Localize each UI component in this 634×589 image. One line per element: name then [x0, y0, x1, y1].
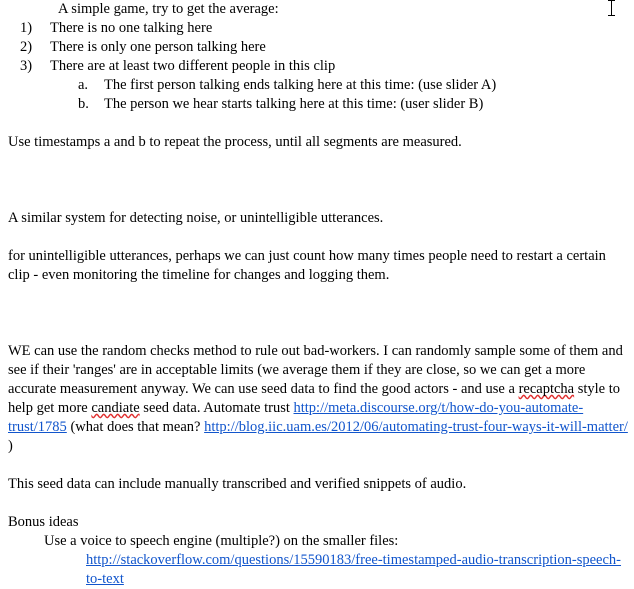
bonus-link-paragraph [86, 551, 628, 589]
random-checks-text-part2: style to help get more [8, 381, 621, 416]
spacer [8, 494, 628, 513]
list-marker: 1) [20, 20, 33, 36]
hyperlink-automate-trust[interactable]: http://meta.discourse.org/t/how-do-you-automate-trust/1785 [8, 400, 584, 435]
random-checks-text-part3: seed data. Automate trust [139, 400, 294, 416]
spacer [8, 456, 628, 475]
timestamps-paragraph: Use timestamps a and b to repeat the process, until all segments are measured. [8, 134, 462, 150]
list-item-text: There are at least two different people in this clip [50, 58, 336, 74]
random-checks-text-part4: (what does that mean? [66, 419, 205, 435]
misspelled-word-candiate: candiate [91, 400, 140, 416]
sub-list-item [78, 95, 628, 114]
spacer [8, 114, 628, 133]
random-checks-text-part1: WE can use the random checks method to rule out bad-workers. I can randomly sample some of them and see if their 'ranges' are in acceptable limits (we average them if they are close, so we can get a more accurate measurement anyway. We can use seed data to find the good actors - and use a [8, 343, 623, 397]
sub-list-item-text: The person we hear starts talking here at this time: (user slider B) [104, 96, 484, 112]
hyperlink-stackoverflow-transcription[interactable]: http://stackoverflow.com/questions/15590183/free-timestamped-audio-transcription-speech-to-text [86, 552, 622, 587]
spacer [8, 285, 628, 342]
random-checks-paragraph [8, 342, 628, 456]
misspelled-word-recaptcha: recaptcha [518, 381, 575, 397]
bonus-idea-item: Use a voice to speech engine (multiple?) on the smaller files: [44, 533, 399, 549]
spacer [8, 228, 628, 247]
list-marker: 2) [20, 39, 33, 55]
intro-paragraph: A simple game, try to get the average: [58, 1, 279, 17]
sub-list-marker: b. [78, 96, 89, 112]
bonus-ideas-heading: Bonus ideas [8, 514, 79, 530]
sub-list-marker: a. [78, 77, 89, 93]
spacer [8, 152, 628, 209]
unintelligible-paragraph: for unintelligible utterances, perhaps we can just count how many times people need to restart a certain clip - even monitoring the timeline for changes and logging them. [8, 248, 606, 283]
random-checks-text-part5: ) [8, 438, 13, 454]
hyperlink-automating-trust-blog[interactable]: http://blog.iic.uam.es/2012/06/automating-trust-four-ways-it-will-matter/ [204, 419, 628, 435]
list-marker: 3) [20, 58, 33, 74]
noise-paragraph: A similar system for detecting noise, or unintelligible utterances. [8, 210, 384, 226]
list-item [20, 19, 628, 38]
seed-data-paragraph: This seed data can include manually transcribed and verified snippets of audio. [8, 476, 467, 492]
sub-list-item-text: The first person talking ends talking here at this time: (use slider A) [104, 77, 497, 93]
document-body [8, 0, 628, 589]
list-item [20, 57, 628, 76]
list-item-text: There is only one person talking here [50, 39, 266, 55]
sub-list-item [78, 76, 628, 95]
list-item [20, 38, 628, 57]
list-item-text: There is no one talking here [50, 20, 213, 36]
